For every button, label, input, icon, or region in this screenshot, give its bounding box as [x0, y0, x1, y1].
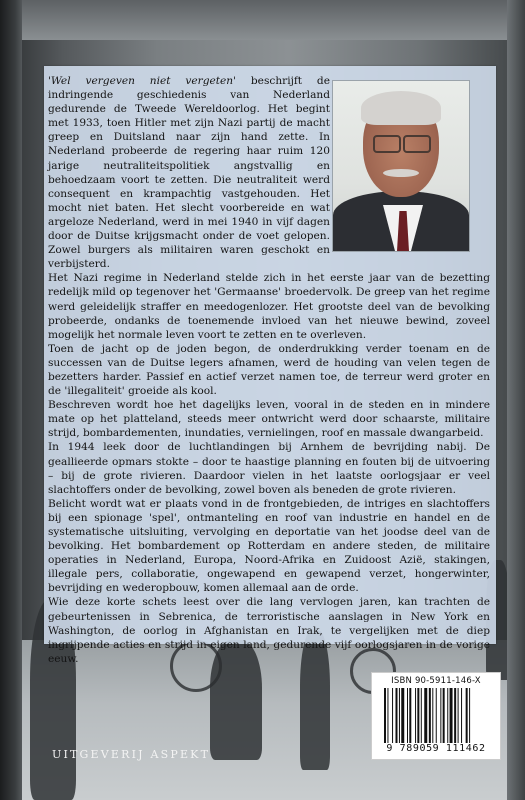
isbn-digits: 9 789059 111462 [386, 743, 486, 754]
blurb-text [48, 74, 490, 666]
blurb-paragraph-intro [48, 74, 330, 271]
blurb-paragraph: Wie deze korte schets leest over die lang vervlogen jaren, kan trachten de gebeurtenissen in Sebrenica, de terroristische aanslagen in New York en Washington, de oorlog in Afghanistan en Irak, te vergelijken met de diep ingrijpende acties en strijd in eigen land, gedurende vijf oorlogsjaren in de vorige eeuw. [48, 596, 490, 665]
isbn-barcode [371, 672, 501, 760]
isbn-label: ISBN 90-5911-146-X [391, 676, 481, 686]
blurb-paragraph: Belicht wordt wat er plaats vond in de frontgebieden, de intriges en slachtoffers bij een spionage 'spel', ontmanteling en roof van industrie en handel en de systematische uitsluiting, vervolging en deportatie van het joodse deel van de bevolking. Het bombardement op Rotterdam en andere steden, de militaire operaties in Nederland, Europa, Noord-Afrika en Zuidoost Azië, stakingen, illegale pers, collaboratie, ongewapend en gewapend verzet, hongerwinter, bevrijding en wederopbouw, komen allemaal aan de orde. [48, 497, 490, 595]
publisher-name: UITGEVERIJ ASPEKT [52, 748, 211, 761]
blurb-paragraph: beschrijft de indringende geschiedenis van Nederland gedurende de Tweede Wereldoorlog. Het begint met 1933, toen Hitler met zijn Nazi partij de macht greep en Duitsland naar zijn hand zette. In Nederland probeerde de regering haar ruim 120 jarige neutraliteitspolitiek angstvallig en behoedzaam voort te zetten. Die neutraliteit werd consequent en krampachtig vastgehouden. Het mocht niet baten. Het slecht voorbereide en wat argeloze Nederland, werd in mei 1940 in vijf dagen door de Duitse krijgsmacht onder de voet gelopen. Zowel burgers als militairen waren geschokt en verbijsterd. [48, 75, 330, 271]
blurb-paragraph: In 1944 leek door de luchtlandingen bij Arnhem de bevrijding nabij. De geallieerde opmars stokte – door te haastige planning en fouten bij de uitvoering – bij de grote rivieren. Daardoor vielen in het laatste oorlogsjaar er veel slachtoffers onder de bevolking, zowel boven als beneden de grote rivieren. [48, 441, 490, 496]
book-spine-edge [0, 0, 22, 800]
blurb-paragraph: Beschreven wordt hoe het dagelijks leven, vooral in de steden en in mindere mate op het platteland, steeds meer ontwricht werd door schaarste, militaire strijd, bombardementen, inundaties, vernielingen, roof en massale dwangarbeid. [48, 399, 490, 440]
blurb-paragraph: Toen de jacht op de joden begon, de onderdrukking verder toenam en de successen van de Duitse legers afnamen, werd de houding van velen tegen de bezetters harder. Passief en actief verzet namen toe, de terreur werd groter en de 'illegaliteit' groeide als kool. [48, 342, 490, 398]
cover-top-band [0, 0, 525, 40]
barcode-bars [384, 688, 494, 743]
cover-right-edge [507, 0, 525, 800]
book-title-quote: 'Wel vergeven niet vergeten' [48, 75, 237, 87]
blurb-paragraph: Het Nazi regime in Nederland stelde zich in het eerste jaar van de bezetting redelijk mild op tegenover het 'Germaanse' broedervolk. De greep van het regime werd geleidelijk straffer en meedogenlozer. Het grootste deel van de bevolking probeerde, ondanks de toenemende invloed van het nieuwe bewind, zoveel mogelijk het normale leven voort te zetten en te overleven. [48, 272, 490, 341]
